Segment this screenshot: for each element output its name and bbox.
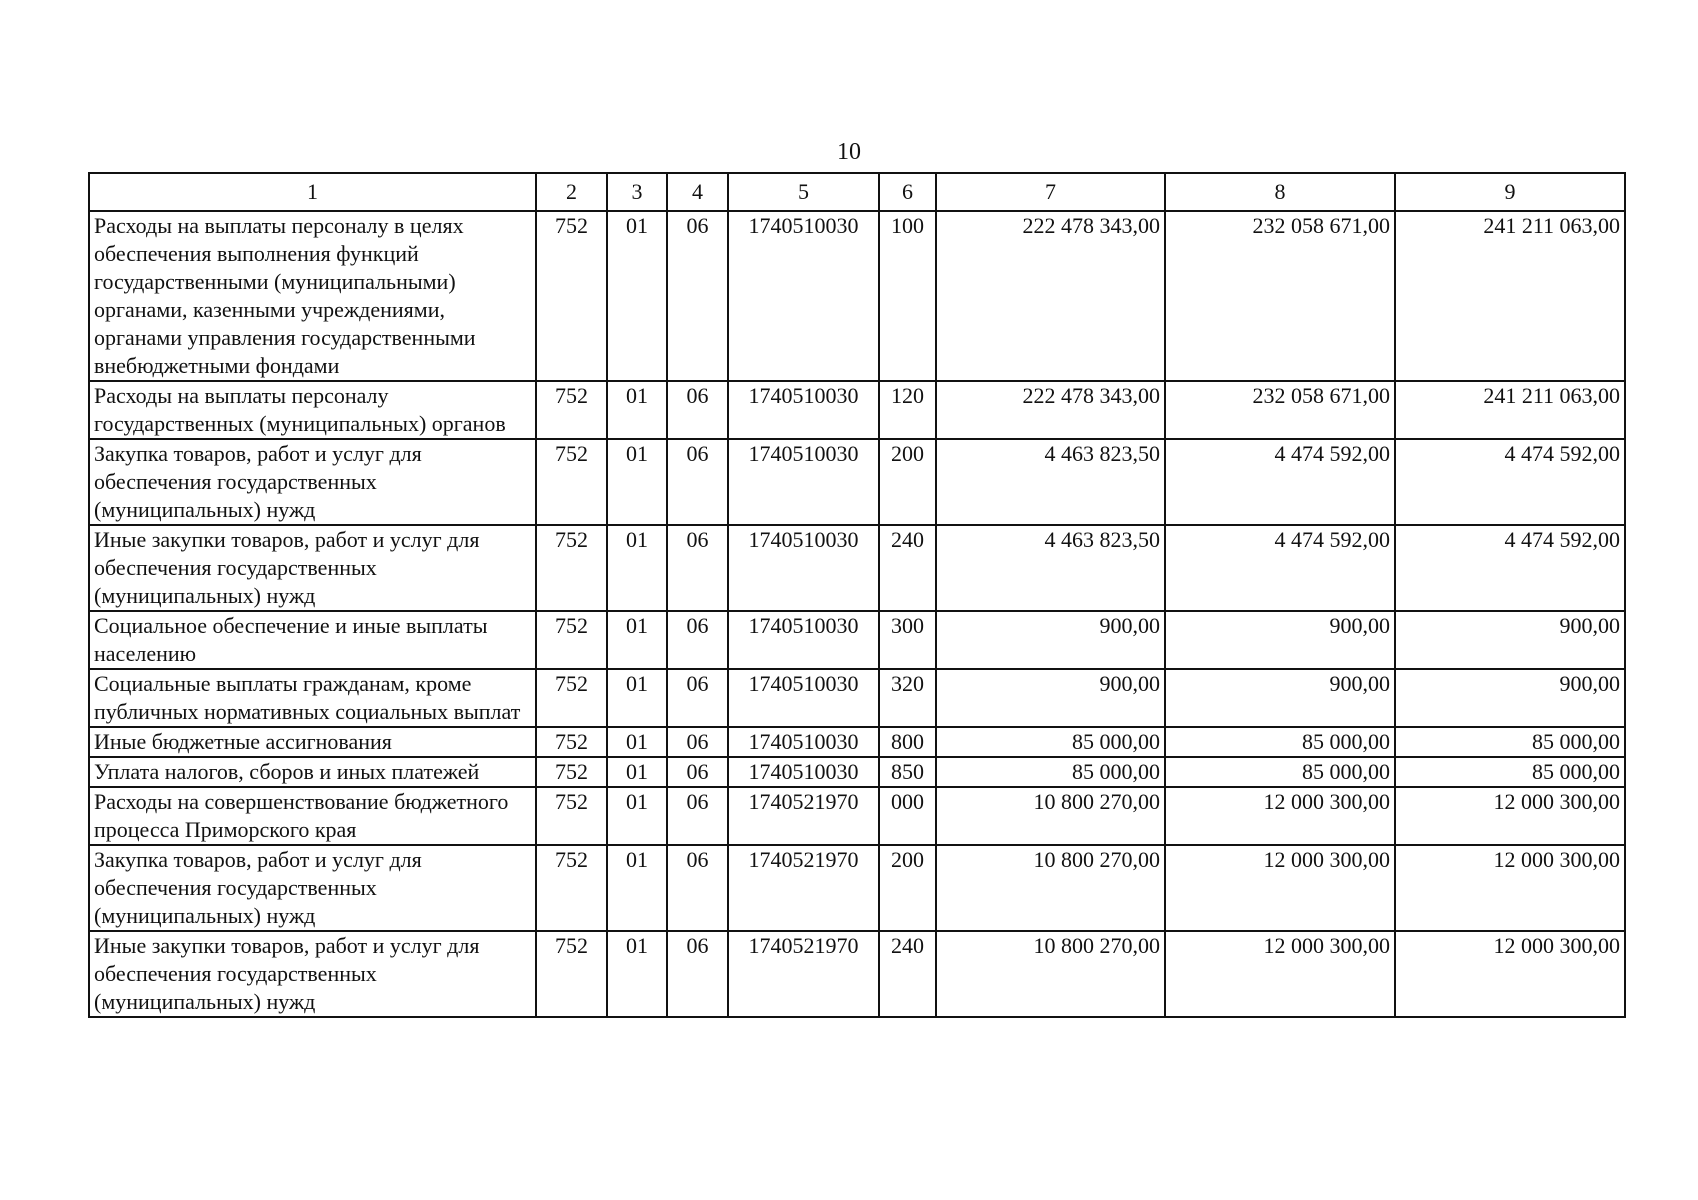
target-article-code: 1740521970	[728, 845, 879, 931]
expense-name: Социальные выплаты гражданам, кроме публичных нормативных социальных выплат	[89, 669, 536, 727]
ministry-code: 752	[536, 381, 607, 439]
expense-name: Социальное обеспечение и иные выплаты населению	[89, 611, 536, 669]
subsection-code: 06	[667, 439, 728, 525]
amount-col7: 900,00	[936, 669, 1165, 727]
amount-col8: 232 058 671,00	[1165, 381, 1395, 439]
section-code: 01	[607, 757, 667, 787]
target-article-code: 1740510030	[728, 381, 879, 439]
subsection-code: 06	[667, 727, 728, 757]
target-article-code: 1740510030	[728, 727, 879, 757]
header-cell: 2	[536, 173, 607, 211]
subsection-code: 06	[667, 787, 728, 845]
header-cell: 4	[667, 173, 728, 211]
amount-col8: 12 000 300,00	[1165, 845, 1395, 931]
target-article-code: 1740510030	[728, 757, 879, 787]
amount-col8: 900,00	[1165, 611, 1395, 669]
expense-type-code: 320	[879, 669, 936, 727]
expense-type-code: 850	[879, 757, 936, 787]
ministry-code: 752	[536, 669, 607, 727]
table-row	[89, 669, 1625, 727]
ministry-code: 752	[536, 611, 607, 669]
target-article-code: 1740510030	[728, 525, 879, 611]
page-number: 10	[837, 139, 861, 165]
expense-name: Расходы на совершенствование бюджетного процесса Приморского края	[89, 787, 536, 845]
subsection-code: 06	[667, 525, 728, 611]
amount-col8: 232 058 671,00	[1165, 211, 1395, 381]
subsection-code: 06	[667, 211, 728, 381]
amount-col7: 10 800 270,00	[936, 931, 1165, 1017]
expense-type-code: 300	[879, 611, 936, 669]
expense-name: Расходы на выплаты персоналу государственных (муниципальных) органов	[89, 381, 536, 439]
amount-col9: 4 474 592,00	[1395, 439, 1625, 525]
budget-table	[88, 172, 1626, 1018]
header-cell: 9	[1395, 173, 1625, 211]
header-row	[89, 173, 1625, 211]
subsection-code: 06	[667, 931, 728, 1017]
table-row	[89, 525, 1625, 611]
expense-name: Иные закупки товаров, работ и услуг для обеспечения государственных (муниципальных) нужд	[89, 931, 536, 1017]
table-row	[89, 845, 1625, 931]
amount-col7: 222 478 343,00	[936, 211, 1165, 381]
amount-col9: 900,00	[1395, 611, 1625, 669]
amount-col9: 12 000 300,00	[1395, 931, 1625, 1017]
section-code: 01	[607, 727, 667, 757]
table-row	[89, 727, 1625, 757]
expense-type-code: 240	[879, 931, 936, 1017]
amount-col8: 12 000 300,00	[1165, 931, 1395, 1017]
expense-name: Расходы на выплаты персоналу в целях обеспечения выполнения функций государственными (муниципальными) органами, казенными учреждениями, органами управления государственными внебюджетными фондами	[89, 211, 536, 381]
expense-type-code: 200	[879, 845, 936, 931]
section-code: 01	[607, 787, 667, 845]
subsection-code: 06	[667, 611, 728, 669]
header-cell: 6	[879, 173, 936, 211]
header-cell: 8	[1165, 173, 1395, 211]
expense-type-code: 200	[879, 439, 936, 525]
ministry-code: 752	[536, 211, 607, 381]
ministry-code: 752	[536, 757, 607, 787]
table-row	[89, 211, 1625, 381]
expense-type-code: 240	[879, 525, 936, 611]
section-code: 01	[607, 669, 667, 727]
table-row	[89, 931, 1625, 1017]
section-code: 01	[607, 381, 667, 439]
expense-type-code: 120	[879, 381, 936, 439]
amount-col8: 85 000,00	[1165, 727, 1395, 757]
amount-col8: 4 474 592,00	[1165, 439, 1395, 525]
amount-col9: 85 000,00	[1395, 727, 1625, 757]
target-article-code: 1740510030	[728, 211, 879, 381]
ministry-code: 752	[536, 727, 607, 757]
amount-col9: 12 000 300,00	[1395, 787, 1625, 845]
table-row	[89, 757, 1625, 787]
amount-col7: 4 463 823,50	[936, 439, 1165, 525]
amount-col7: 85 000,00	[936, 727, 1165, 757]
subsection-code: 06	[667, 669, 728, 727]
target-article-code: 1740510030	[728, 669, 879, 727]
expense-type-code: 100	[879, 211, 936, 381]
amount-col7: 10 800 270,00	[936, 845, 1165, 931]
ministry-code: 752	[536, 845, 607, 931]
amount-col9: 12 000 300,00	[1395, 845, 1625, 931]
table-row	[89, 381, 1625, 439]
amount-col7: 4 463 823,50	[936, 525, 1165, 611]
amount-col9: 4 474 592,00	[1395, 525, 1625, 611]
amount-col7: 10 800 270,00	[936, 787, 1165, 845]
table-row	[89, 787, 1625, 845]
header-cell: 3	[607, 173, 667, 211]
section-code: 01	[607, 439, 667, 525]
expense-name: Иные бюджетные ассигнования	[89, 727, 536, 757]
expense-type-code: 000	[879, 787, 936, 845]
amount-col8: 12 000 300,00	[1165, 787, 1395, 845]
amount-col7: 85 000,00	[936, 757, 1165, 787]
section-code: 01	[607, 845, 667, 931]
amount-col8: 85 000,00	[1165, 757, 1395, 787]
expense-name: Закупка товаров, работ и услуг для обеспечения государственных (муниципальных) нужд	[89, 439, 536, 525]
expense-type-code: 800	[879, 727, 936, 757]
target-article-code: 1740521970	[728, 787, 879, 845]
section-code: 01	[607, 211, 667, 381]
section-code: 01	[607, 611, 667, 669]
header-cell: 1	[89, 173, 536, 211]
subsection-code: 06	[667, 757, 728, 787]
ministry-code: 752	[536, 525, 607, 611]
target-article-code: 1740510030	[728, 439, 879, 525]
ministry-code: 752	[536, 439, 607, 525]
header-cell: 5	[728, 173, 879, 211]
amount-col8: 4 474 592,00	[1165, 525, 1395, 611]
table-row	[89, 439, 1625, 525]
amount-col7: 900,00	[936, 611, 1165, 669]
target-article-code: 1740521970	[728, 931, 879, 1017]
amount-col9: 85 000,00	[1395, 757, 1625, 787]
expense-name: Уплата налогов, сборов и иных платежей	[89, 757, 536, 787]
header-cell: 7	[936, 173, 1165, 211]
amount-col9: 241 211 063,00	[1395, 211, 1625, 381]
section-code: 01	[607, 525, 667, 611]
expense-name: Иные закупки товаров, работ и услуг для обеспечения государственных (муниципальных) нужд	[89, 525, 536, 611]
subsection-code: 06	[667, 381, 728, 439]
amount-col7: 222 478 343,00	[936, 381, 1165, 439]
expense-name: Закупка товаров, работ и услуг для обеспечения государственных (муниципальных) нужд	[89, 845, 536, 931]
amount-col8: 900,00	[1165, 669, 1395, 727]
target-article-code: 1740510030	[728, 611, 879, 669]
subsection-code: 06	[667, 845, 728, 931]
amount-col9: 241 211 063,00	[1395, 381, 1625, 439]
ministry-code: 752	[536, 931, 607, 1017]
ministry-code: 752	[536, 787, 607, 845]
table-row	[89, 611, 1625, 669]
section-code: 01	[607, 931, 667, 1017]
amount-col9: 900,00	[1395, 669, 1625, 727]
